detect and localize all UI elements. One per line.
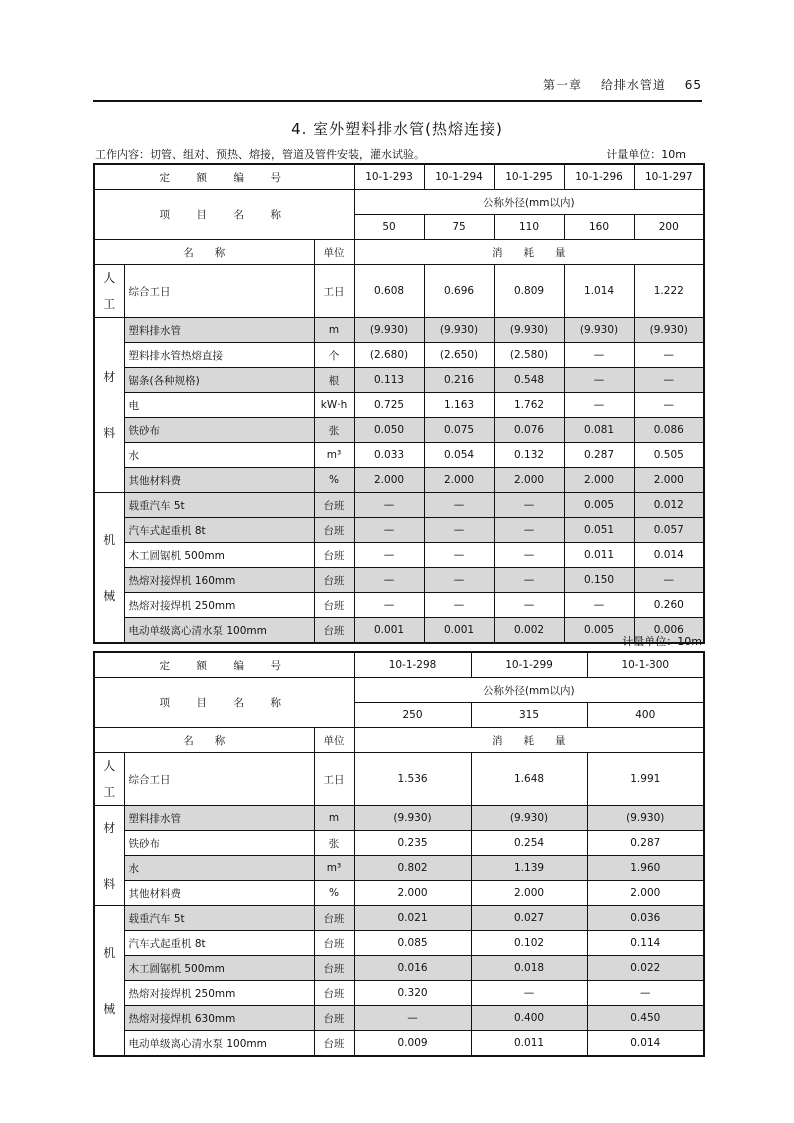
consumption-value: 0.009: [354, 1031, 471, 1057]
quota-code: 10-1-300: [587, 652, 704, 678]
category-char: 机: [103, 532, 116, 547]
consumption-value: 0.076: [494, 418, 564, 443]
category-label-stack: [101, 753, 118, 805]
consumption-value: —: [354, 593, 424, 618]
category-char: 材: [103, 370, 116, 384]
diameter-value: 250: [354, 703, 471, 728]
consumption-value: —: [354, 518, 424, 543]
page-title: 4. 室外塑料排水管(热熔连接): [291, 120, 503, 138]
resource-unit: %: [314, 468, 354, 493]
page-number: 65: [684, 78, 702, 92]
category-labor: [94, 753, 124, 806]
resource-unit: 张: [314, 418, 354, 443]
consumption-value: 1.163: [424, 393, 494, 418]
consumption-value: 0.002: [494, 618, 564, 644]
diameter-header: 公称外径(mm以内): [354, 678, 704, 703]
resource-unit: 台班: [314, 931, 354, 956]
quota-code: 10-1-299: [471, 652, 587, 678]
consumption-value: —: [494, 568, 564, 593]
resource-name: 锯条(各种规格): [124, 368, 314, 393]
consumption-value: 0.216: [424, 368, 494, 393]
table-row: [94, 265, 704, 318]
consumption-value: —: [424, 543, 494, 568]
resource-name: 塑料排水管: [124, 806, 314, 831]
consumption-value: (9.930): [354, 318, 424, 343]
consumption-value: 0.400: [471, 1006, 587, 1031]
table-row: [94, 468, 704, 493]
resource-unit: m³: [314, 856, 354, 881]
consumption-value: —: [564, 368, 634, 393]
consumption-value: —: [424, 518, 494, 543]
work-content: 工作内容：切管、组对、预热、熔接，管道及管件安装，灌水试验。: [95, 148, 425, 161]
table-row: [94, 543, 704, 568]
consumption-value: 1.014: [564, 265, 634, 318]
name-header: 名 称: [94, 240, 314, 265]
consumption-value: —: [424, 493, 494, 518]
consumption-value: 0.057: [634, 518, 704, 543]
category-label-stack: [101, 815, 118, 897]
consumption-value: (9.930): [471, 806, 587, 831]
table-row: [94, 1006, 704, 1031]
consumption-value: —: [494, 543, 564, 568]
table-row: [94, 418, 704, 443]
quota-code-row: [94, 652, 704, 678]
consumption-value: 0.287: [564, 443, 634, 468]
consumption-value: 1.991: [587, 753, 704, 806]
consumption-value: 0.254: [471, 831, 587, 856]
name-header: 名 称: [94, 728, 314, 753]
table-row: [94, 368, 704, 393]
table-row: [94, 831, 704, 856]
resource-name: 热熔对接焊机 250mm: [124, 593, 314, 618]
consumption-value: —: [564, 593, 634, 618]
consumption-value: —: [471, 981, 587, 1006]
consumption-value: 0.014: [634, 543, 704, 568]
diameter-value: 160: [564, 215, 634, 240]
consumption-value: 0.696: [424, 265, 494, 318]
table-row: [94, 393, 704, 418]
consumption-value: 2.000: [634, 468, 704, 493]
quota-table-1: [93, 163, 705, 644]
category-char: 人: [103, 271, 116, 285]
consumption-value: —: [634, 393, 704, 418]
consumption-value: 0.320: [354, 981, 471, 1006]
resource-name: 综合工日: [124, 753, 314, 806]
quota-code: 10-1-293: [354, 164, 424, 190]
resource-name: 水: [124, 443, 314, 468]
consumption-value: 1.222: [634, 265, 704, 318]
consumption-value: 1.139: [471, 856, 587, 881]
resource-name: 热熔对接焊机 630mm: [124, 1006, 314, 1031]
category-char: 工: [103, 297, 116, 311]
consumption-value: 0.113: [354, 368, 424, 393]
consumption-value: (9.930): [354, 806, 471, 831]
consumption-value: —: [424, 593, 494, 618]
resource-name: 汽车式起重机 8t: [124, 518, 314, 543]
consumption-value: —: [354, 1006, 471, 1031]
consumption-value: 0.001: [424, 618, 494, 644]
consumption-value: 0.548: [494, 368, 564, 393]
category-machine: [94, 906, 124, 1057]
quota-no-header: 定 额 编 号: [94, 652, 354, 678]
diameter-value: 75: [424, 215, 494, 240]
resource-unit: 台班: [314, 493, 354, 518]
resource-unit: 台班: [314, 981, 354, 1006]
consumption-value: 2.000: [354, 881, 471, 906]
column-header-row: [94, 240, 704, 265]
section-label: 给排水管道: [600, 78, 666, 92]
consumption-value: 1.648: [471, 753, 587, 806]
consumption-value: 0.021: [354, 906, 471, 931]
consumption-value: 0.086: [634, 418, 704, 443]
consumption-value: 0.287: [587, 831, 704, 856]
resource-unit: 张: [314, 831, 354, 856]
consumption-value: 0.005: [564, 618, 634, 644]
consumption-value: (9.930): [634, 318, 704, 343]
table-row: [94, 443, 704, 468]
header-rule: [93, 100, 702, 102]
resource-unit: 台班: [314, 568, 354, 593]
category-machine: [94, 493, 124, 644]
resource-name: 热熔对接焊机 250mm: [124, 981, 314, 1006]
consumption-value: 0.027: [471, 906, 587, 931]
consumption-value: 2.000: [587, 881, 704, 906]
table-row: [94, 931, 704, 956]
resource-name: 铁砂布: [124, 418, 314, 443]
table-row: [94, 518, 704, 543]
consumption-value: 1.762: [494, 393, 564, 418]
consumption-value: 0.005: [564, 493, 634, 518]
consumption-value: 0.235: [354, 831, 471, 856]
consumption-value: —: [587, 981, 704, 1006]
category-char: 机: [103, 945, 116, 960]
resource-unit: kW·h: [314, 393, 354, 418]
consumption-value: (9.930): [424, 318, 494, 343]
table-row: [94, 856, 704, 881]
resource-unit: m³: [314, 443, 354, 468]
consumption-value: 0.036: [587, 906, 704, 931]
resource-name: 汽车式起重机 8t: [124, 931, 314, 956]
consumption-value: 0.725: [354, 393, 424, 418]
resource-unit: 根: [314, 368, 354, 393]
quota-code: 10-1-297: [634, 164, 704, 190]
resource-name: 其他材料费: [124, 881, 314, 906]
resource-unit: 台班: [314, 1006, 354, 1031]
category-char: 料: [103, 426, 116, 440]
consumption-header: 消 耗 量: [354, 728, 704, 753]
consumption-value: 0.075: [424, 418, 494, 443]
table-row: [94, 981, 704, 1006]
resource-name: 电: [124, 393, 314, 418]
resource-unit: 工日: [314, 753, 354, 806]
resource-name: 电动单级离心清水泵 100mm: [124, 1031, 314, 1057]
consumption-value: 0.114: [587, 931, 704, 956]
category-labor: [94, 265, 124, 318]
consumption-value: 0.505: [634, 443, 704, 468]
quota-table-2: [93, 651, 705, 1057]
consumption-value: —: [424, 568, 494, 593]
diameter-header: 公称外径(mm以内): [354, 190, 704, 215]
consumption-value: 0.081: [564, 418, 634, 443]
resource-unit: 台班: [314, 518, 354, 543]
consumption-value: 0.132: [494, 443, 564, 468]
resource-name: 综合工日: [124, 265, 314, 318]
consumption-value: 1.960: [587, 856, 704, 881]
consumption-value: 0.051: [564, 518, 634, 543]
consumption-value: 0.022: [587, 956, 704, 981]
diameter-header-row: [94, 190, 704, 215]
consumption-value: 0.450: [587, 1006, 704, 1031]
consumption-value: 0.014: [587, 1031, 704, 1057]
resource-unit: 台班: [314, 956, 354, 981]
category-char: 械: [103, 1001, 116, 1016]
table-row: [94, 881, 704, 906]
category-label-stack: [101, 265, 118, 317]
unit-label-1: 计量单位：10m: [606, 148, 686, 161]
page-header: [529, 76, 702, 93]
consumption-value: 2.000: [494, 468, 564, 493]
table-row: [94, 493, 704, 518]
resource-unit: m: [314, 806, 354, 831]
consumption-value: 2.000: [564, 468, 634, 493]
consumption-value: —: [634, 568, 704, 593]
resource-name: 载重汽车 5t: [124, 906, 314, 931]
diameter-value: 50: [354, 215, 424, 240]
consumption-value: —: [634, 343, 704, 368]
resource-unit: 台班: [314, 906, 354, 931]
consumption-value: (2.680): [354, 343, 424, 368]
consumption-value: —: [494, 518, 564, 543]
consumption-value: —: [354, 543, 424, 568]
category-char: 人: [103, 759, 116, 773]
consumption-value: —: [494, 493, 564, 518]
resource-unit: %: [314, 881, 354, 906]
resource-name: 塑料排水管: [124, 318, 314, 343]
consumption-value: 1.536: [354, 753, 471, 806]
table-row: [94, 568, 704, 593]
unit-header: 单位: [314, 240, 354, 265]
resource-unit: m: [314, 318, 354, 343]
category-char: 料: [103, 876, 116, 891]
resource-name: 木工圆锯机 500mm: [124, 956, 314, 981]
diameter-value: 110: [494, 215, 564, 240]
diameter-header-row: [94, 678, 704, 703]
quota-no-header: 定 额 编 号: [94, 164, 354, 190]
consumption-value: —: [564, 343, 634, 368]
resource-unit: 工日: [314, 265, 354, 318]
consumption-value: 0.012: [634, 493, 704, 518]
table-row: [94, 593, 704, 618]
consumption-header: 消 耗 量: [354, 240, 704, 265]
table-row: [94, 318, 704, 343]
consumption-value: —: [354, 493, 424, 518]
consumption-value: (2.650): [424, 343, 494, 368]
consumption-value: (9.930): [494, 318, 564, 343]
category-label-stack: [101, 527, 118, 609]
chapter-label: 第一章: [543, 78, 583, 92]
resource-unit: 台班: [314, 618, 354, 644]
consumption-value: 2.000: [424, 468, 494, 493]
diameter-value: 400: [587, 703, 704, 728]
quota-code-row: [94, 164, 704, 190]
consumption-value: —: [634, 368, 704, 393]
consumption-value: 0.006: [634, 618, 704, 644]
resource-unit: 个: [314, 343, 354, 368]
diameter-value: 200: [634, 215, 704, 240]
quota-code: 10-1-294: [424, 164, 494, 190]
item-name-header: 项 目 名 称: [94, 678, 354, 728]
item-name-header: 项 目 名 称: [94, 190, 354, 240]
table-row: [94, 343, 704, 368]
category-label-stack: [101, 940, 118, 1022]
consumption-value: —: [354, 568, 424, 593]
resource-name: 木工圆锯机 500mm: [124, 543, 314, 568]
consumption-value: 0.011: [564, 543, 634, 568]
resource-name: 其他材料费: [124, 468, 314, 493]
resource-name: 载重汽车 5t: [124, 493, 314, 518]
resource-name: 铁砂布: [124, 831, 314, 856]
category-material: [94, 806, 124, 906]
consumption-value: 0.001: [354, 618, 424, 644]
unit-header: 单位: [314, 728, 354, 753]
consumption-value: 0.260: [634, 593, 704, 618]
consumption-value: (2.580): [494, 343, 564, 368]
consumption-value: 2.000: [354, 468, 424, 493]
diameter-value: 315: [471, 703, 587, 728]
resource-name: 塑料排水管热熔直接: [124, 343, 314, 368]
consumption-value: —: [564, 393, 634, 418]
resource-unit: 台班: [314, 543, 354, 568]
category-label-stack: [101, 364, 118, 446]
table-row: [94, 1031, 704, 1057]
category-char: 械: [103, 588, 116, 603]
table-row: [94, 956, 704, 981]
table-row: [94, 906, 704, 931]
consumption-value: 0.802: [354, 856, 471, 881]
consumption-value: 0.033: [354, 443, 424, 468]
category-char: 材: [103, 820, 116, 835]
column-header-row: [94, 728, 704, 753]
table-row: [94, 753, 704, 806]
resource-name: 水: [124, 856, 314, 881]
quota-code: 10-1-298: [354, 652, 471, 678]
consumption-value: 0.011: [471, 1031, 587, 1057]
consumption-value: —: [494, 593, 564, 618]
resource-name: 电动单级离心清水泵 100mm: [124, 618, 314, 644]
consumption-value: 0.054: [424, 443, 494, 468]
consumption-value: (9.930): [587, 806, 704, 831]
consumption-value: 0.102: [471, 931, 587, 956]
resource-unit: 台班: [314, 1031, 354, 1057]
consumption-value: 2.000: [471, 881, 587, 906]
category-char: 工: [103, 785, 116, 799]
resource-unit: 台班: [314, 593, 354, 618]
resource-name: 热熔对接焊机 160mm: [124, 568, 314, 593]
consumption-value: 0.016: [354, 956, 471, 981]
consumption-value: 0.050: [354, 418, 424, 443]
consumption-value: 0.150: [564, 568, 634, 593]
table-row: [94, 618, 704, 644]
quota-code: 10-1-295: [494, 164, 564, 190]
unit-label-2: 计量单位：10m: [622, 635, 702, 648]
consumption-value: 0.018: [471, 956, 587, 981]
consumption-value: (9.930): [564, 318, 634, 343]
table-row: [94, 806, 704, 831]
consumption-value: 0.809: [494, 265, 564, 318]
category-material: [94, 318, 124, 493]
consumption-value: 0.085: [354, 931, 471, 956]
consumption-value: 0.608: [354, 265, 424, 318]
quota-code: 10-1-296: [564, 164, 634, 190]
